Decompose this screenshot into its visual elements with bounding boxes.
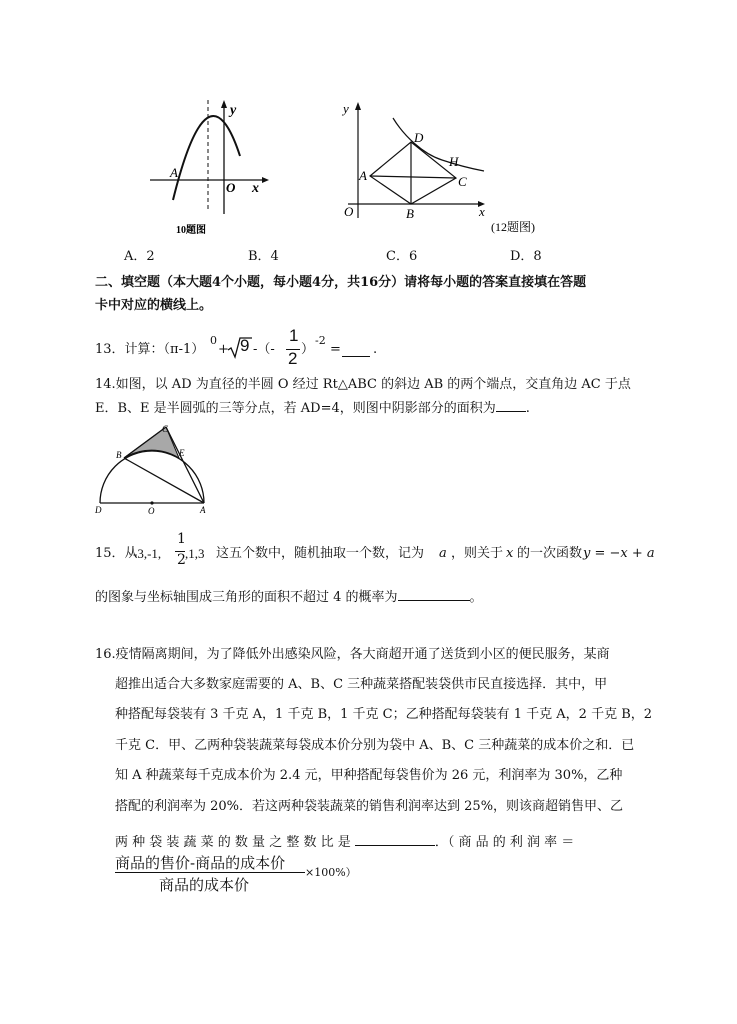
fig14-label-o: O	[148, 506, 155, 516]
question-15	[95, 531, 675, 574]
q16-line5: 知 A 种蔬菜每千克成本价为 2.4 元，甲种搭配每袋售价为 26 元，利润率为 30%，乙种	[115, 768, 623, 783]
q16-frac-bar	[115, 872, 305, 873]
q16-line2: 超推出适合大多数家庭需要的 A、B、C 三种蔬菜搭配装袋供市民直接选择．其中，甲	[115, 677, 608, 692]
q15-part3: ，则关于	[451, 546, 504, 561]
q16-line3: 种搭配每袋装有 3 千克 A，1 千克 B，1 千克 C；乙种搭配每袋装有 1 千克 A，2 千克 B，2	[115, 707, 653, 722]
q13-suffix: .	[373, 342, 378, 357]
fig12-x-label: x	[479, 204, 485, 219]
q13-frac-num: 1	[289, 326, 299, 345]
q16-frac-denominator: 商品的成本价	[159, 876, 250, 894]
figure-10	[140, 96, 280, 241]
q16-line7-end: ．（ 商 品 的 利 润 率 ＝	[434, 835, 575, 850]
q14-answer-blank	[496, 397, 526, 412]
q15-frac-den: 2	[177, 552, 186, 568]
q16-line4: 千克 C．甲、乙两种袋装蔬菜每袋成本价分别为袋中 A、B、C 三种蔬菜的成本价之和．已	[115, 738, 635, 753]
fig10-y-arrow	[221, 100, 227, 108]
q15-var-x: x	[506, 546, 514, 561]
figure-12	[338, 98, 568, 240]
q16-answer-blank	[355, 831, 435, 846]
fig12-hyperbola	[393, 118, 484, 171]
fig14-label-e: E	[179, 448, 185, 458]
fig10-x-arrow	[262, 177, 269, 183]
q15-frac-num: 1	[177, 531, 186, 547]
q13-exponent-2: -2	[315, 334, 326, 347]
fig10-o-label: O	[226, 180, 236, 195]
fig12-h-label: H	[449, 154, 459, 169]
fig14-label-b: B	[116, 450, 122, 460]
q13-prefix: 13．计算：（π-1）	[95, 342, 205, 357]
fig10-y-label: y	[230, 103, 237, 118]
q16-profit-fraction	[115, 852, 375, 896]
fig12-caption: (12题图)	[491, 220, 535, 234]
fig10-a-label: A	[170, 165, 178, 180]
q15-var-a: a	[439, 546, 447, 561]
fig12-y-arrow	[355, 102, 361, 110]
q15-function: y = −x + a	[583, 546, 655, 561]
q13-frac-den: 2	[288, 349, 298, 368]
fig14-shaded-region	[124, 427, 179, 458]
fig14-segment-ab	[124, 458, 204, 503]
q13-exponent-0: 0	[210, 334, 217, 347]
fig12-rhombus	[370, 142, 456, 204]
q13-equals: =	[330, 342, 341, 357]
figure-14	[88, 418, 223, 518]
q15-part4: 的一次函数	[517, 546, 583, 561]
q16-frac-numerator: 商品的售价-商品的成本价	[115, 854, 286, 872]
q16-line6: 搭配的利润率为 20%．若这两种袋装蔬菜的销售利润率达到 25%，则该商超销售甲、乙	[115, 799, 624, 814]
q16-frac-tail: ×100%）	[305, 866, 357, 879]
fig14-label-d: D	[95, 505, 102, 515]
q15-part1: 15．从	[95, 546, 138, 561]
fig12-d-label: D	[414, 130, 424, 145]
q15-part2: 这五个数中，随机抽取一个数，记为	[216, 546, 425, 561]
fig12-diagonal-ac	[370, 176, 456, 178]
q16-line7	[115, 831, 574, 853]
q15-line2-end: 。	[469, 590, 483, 605]
q15-numbers-b: ,1,3	[185, 546, 205, 561]
fig12-b-label: B	[406, 206, 414, 221]
fig12-c-label: C	[458, 174, 467, 189]
q12-option-a: A．2	[124, 249, 155, 264]
fig14-center-point	[150, 501, 153, 504]
q16-line1: 16.疫情隔离期间，为了降低外出感染风险，各大商超开通了送货到小区的便民服务，某商	[95, 647, 610, 662]
q12-option-c: C．6	[386, 249, 418, 264]
question-13	[95, 326, 395, 370]
section2-heading-line1: 二、填空题（本大题4个小题，每小题4分，共16分）请将每小题的答案直接填在答题	[95, 275, 587, 290]
q13-close-paren: ）	[301, 342, 315, 357]
q15-numbers-a: -3,-1,	[133, 546, 162, 561]
q15-answer-blank	[398, 586, 470, 601]
q14-line2-text: E．B、E 是半圆弧的三等分点，若 AD=4，则图中阴影部分的面积为	[95, 401, 496, 416]
fig10-caption: 10题图	[176, 225, 206, 236]
q16-line7-text: 两 种 袋 装 蔬 菜 的 数 量 之 整 数 比 是	[115, 835, 351, 850]
q12-option-d: D．8	[510, 249, 542, 264]
q15-line2-text: 的图象与坐标轴围成三角形的面积不超过 4 的概率为	[95, 590, 398, 605]
fig10-x-label: x	[252, 181, 259, 196]
q14-line2-end: .	[525, 401, 530, 416]
q13-radicand: 9	[240, 336, 250, 355]
fig12-y-label: y	[343, 101, 349, 116]
q14-line1: 14.如图，以 AD 为直径的半圆 O 经过 Rt△ABC 的斜边 AB 的两个端点，交直角边 AC 于点	[95, 377, 631, 392]
fig14-label-c: C	[162, 424, 169, 434]
q12-option-b: B．4	[248, 249, 279, 264]
q15-line2	[95, 586, 483, 608]
q13-answer-blank	[342, 342, 370, 357]
fig14-label-a: A	[200, 505, 206, 515]
q13-plus: +	[218, 342, 229, 357]
fig12-o-label: O	[344, 204, 354, 219]
q13-minus-paren: -（-	[253, 342, 275, 357]
fig12-a-label: A	[359, 168, 367, 183]
q14-line2	[95, 397, 530, 419]
section2-heading-line2: 卡中对应的横线上。	[95, 298, 213, 313]
